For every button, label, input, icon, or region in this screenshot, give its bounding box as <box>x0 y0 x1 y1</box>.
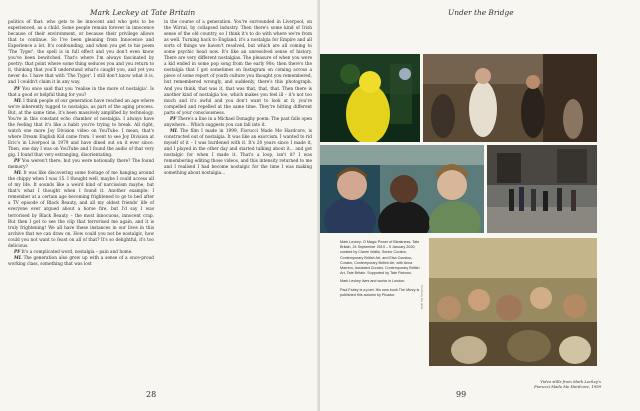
left-running-head: Mark Leckey at Tate Britain <box>90 8 196 17</box>
right-folio: 99 <box>456 390 467 399</box>
video-still-yellow-figure <box>320 54 420 142</box>
answer: ML It was like discovering some footage of me hanging around the chippy when I was 15. I thought well, maybe I could access all of my life. It sounds like a weird kind of narcissism maybe, but that's what I thought when I found it. Another example: I remember at a certain age becoming frightened to go to bed after a TV episode of Black Beauty, and all my oldest friends' life of everyone ever argued about a horse fire, but I'd say I was terrorised by Black Beauty – the most innocuous, innocent crap. But then I got to see the clip that terrorised me again, and it is truly frightening! We all have these instances in our lives in this archive that we can draw on. How could you not be nostalgic, how could you not want to feast on all of that? It's so delightful, it's too delicious. <box>8 171 154 249</box>
question: PF There's a line in a Michael Donaghy poem: The past falls open anywhere... Which suggests you can fall into it. <box>164 116 312 128</box>
image-credit: Courtesy the artist <box>420 285 424 310</box>
question: PF You weren't there, but you were notionally there? The found memory? <box>8 159 155 171</box>
video-still-dancers <box>423 54 597 142</box>
left-column-1 <box>8 20 154 268</box>
answer: ML The generation also grew up with a sense of a once-proud working class, something that was lost <box>8 255 154 267</box>
left-column-2 <box>164 20 312 177</box>
question: PF You once said that you 'realise in the more of nostalgia'. Is that a good or helpful thing for you? <box>8 86 154 98</box>
video-still-crowd <box>429 238 597 366</box>
left-folio: 28 <box>146 390 157 399</box>
answer: ML I think people of our generation have reached an age where we're inherently tugged to nostalgia, as part of the aging process. But, at the same time, it's been massively amplified by technology. You're in this constant echo chamber of nostalgia. I always have the feeling that it's like a habit you're trying to break. All right, watch one more Joy Division video on YouTube. I mean, that's where Dream English Kid came from. I went to see Joy Division at Eric's in Liverpool in 1979 and have dined out on it ever since. Then, one day I was on YouTube and I found the audio of that very gig. I found that very estranging, disorientating. <box>8 98 154 159</box>
video-still-street <box>487 145 597 233</box>
artist-caption: Mark Leckey lives and works in London. <box>340 279 406 284</box>
exhibition-caption: Mark Leckey: O Magic Power of Bleakness. Tate Britain, 24 September 2019 – 5 January 2020; curated by Clarrie Wallis, Senior Curator, Contemporary British Art, and Elsa Coustou, Curator, Contemporary British Art, with Anna Marrero, Assistant Curator, Contemporary British Art, Tate Britain. Supported by Tate Patrons. <box>340 240 420 276</box>
paragraph: in the course of a generation. You're surrounded in Liverpool, on the Wirral, by collapsed industry. Then there's some kind of Irish sense of the old country, so I think it's to do with where we're from as well. Turning back to England, it's a nostalgia for Empire and all sorts of things we haven't resolved, but which are all coming to some psychic head now. It's like an unresolved sense of history. There are very different nostalgias. The pleasure of when you were a kid ended in some pop song from the early 90s; then there's the nostalgia that I got sometimes on Instagram on coming across a piece of some report of youth culture you thought you remembered, but remembered wrongly, and suddenly, there's this photograph. And you think, that was it, that was that, that, that. Then there is another kind of nostalgia too, which makes you feel ill – it's not too much and it's awful and you don't want to look at it; you're compelled and repelled at the same time. They're hitting different parts of your consciousness. <box>164 20 312 116</box>
paragraph: politics of that: who gets to be innocent and who gets to be experienced, as a child. Some people remain forever in innocence because of their environment, or because their privilege allows that to continue. So I've been gleaning from Innocence and Experience a lot. It's confounding, and when you get to his poem 'The Tyger', the spell is in full effect and you don't even know you've been bewitched. That's where I'm always fascinated by poetry: that point where some thing seduces you and you return to it, thinking that you'll understand what's caught you, and yet you never do. I have that with 'The Tyger'. I still don't know what it is, and I couldn't claim it in any way. <box>8 20 154 86</box>
video-still-three-boys <box>320 145 484 233</box>
stills-caption: Video stills from Mark Leckey's Fiorucci Made Me Hardcore, 1999 <box>534 379 601 389</box>
answer: ML The film I made in 1999, Fiorucci Made Me Hardcore, is constructed out of nostalgia. It was like an exorcism. I wanted to rid myself of it – I was burdened with it. It's 20 years since I made it, and I played in the other day and started talking about it... and got nostalgic for when I made it. That's a loop, isn't it? I was remembering editing those videos, and this intensity returned to me and I realised I had become nostalgic for the time I was making something about nostalgia... <box>164 128 312 177</box>
caption-block <box>340 240 420 301</box>
right-running-head: Under the Bridge <box>448 8 514 17</box>
question: PF It's a complicated word, nostalgia – pain and home. <box>14 249 133 255</box>
author-caption: Paul Farley is a poet. His new book The Mizzy is published this autumn by Picador. <box>340 287 420 297</box>
